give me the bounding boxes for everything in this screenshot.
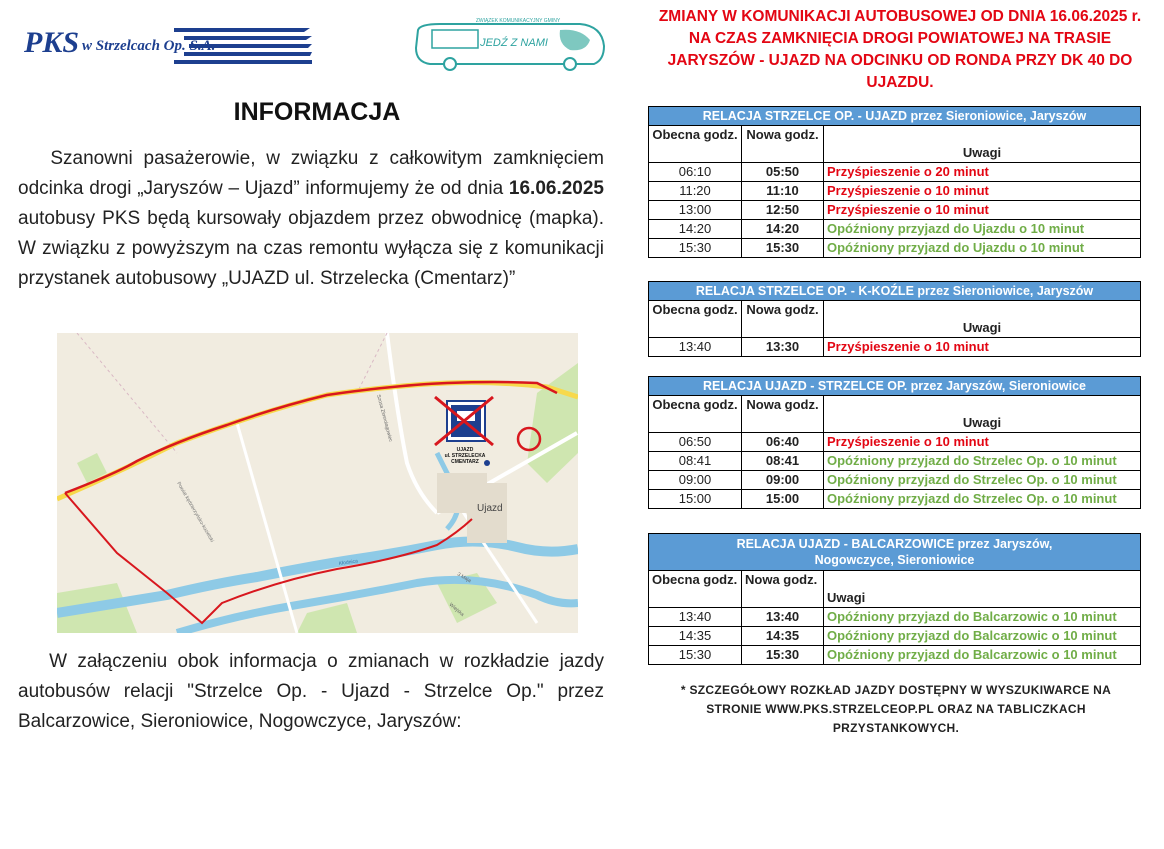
cell-new: 14:20 (742, 220, 824, 239)
cell-new: 05:50 (742, 163, 824, 182)
intro-text-a: Szanowni pasażerowie, w związku z całkowitym zamknięciem odcinka drogi „Jaryszów – Ujazd” informujemy że od dnia (18, 148, 604, 199)
cell-old: 15:30 (649, 239, 742, 258)
intro-text-b: autobusy PKS będą kursowały objazdem przez obwodnicę (mapka). W związku z powyższym na czas remontu wyłącza się z komunikacji przystanek autobusowy „UJAZD ul. Strzelecka (Cmentarz)” (18, 208, 604, 289)
cell-note: Opóźniony przyjazd do Balcarzowic o 10 minut (824, 627, 1141, 646)
table-row (649, 239, 1141, 258)
cell-old: 11:20 (649, 182, 742, 201)
pks-logo (24, 22, 314, 66)
table-row (649, 627, 1141, 646)
col-header-notes: Uwagi (824, 396, 1141, 433)
cell-note: Przyśpieszenie o 10 minut (824, 433, 1141, 452)
map-river-label: Kłodnica (338, 558, 359, 567)
col-header-old: Obecna godz. (649, 301, 742, 338)
cell-old: 14:20 (649, 220, 742, 239)
cell-note: Opóźniony przyjazd do Ujazdu o 10 minut (824, 239, 1141, 258)
cell-note: Opóźniony przyjazd do Balcarzowic o 10 minut (824, 646, 1141, 665)
table-row (649, 201, 1141, 220)
bus-logo-top: ZWIĄZEK KOMUNIKACYJNY GMINY (475, 18, 561, 24)
col-header-new: Nowa godz. (742, 126, 824, 163)
footer-line-2: STRONIE WWW.PKS.STRZELCEOP.PL ORAZ NA TABLICZKACH (706, 702, 1086, 716)
table-row (649, 338, 1141, 357)
table-row (649, 182, 1141, 201)
notice-line-2: NA CZAS ZAMKNIĘCIA DROGI POWIATOWEJ NA TRASIE (688, 30, 1112, 47)
notice-line-1: ZMIANY W KOMUNIKACJI AUTOBUSOWEJ OD DNIA 16.06.2025 r. (658, 8, 1142, 25)
table-row (649, 490, 1141, 509)
schedule-table-2 (648, 281, 1141, 357)
col-header-old: Obecna godz. (649, 126, 742, 163)
bus-logo-slogan: JEDŹ Z NAMI (480, 37, 548, 49)
map-street-label-3: 3 Maja (456, 571, 473, 585)
map-street-label-2: Powiat kędzierzyńsko-kozielski (175, 481, 215, 544)
cell-note: Przyśpieszenie o 10 minut (824, 201, 1141, 220)
col-header-old: Obecna godz. (649, 571, 742, 608)
intro-date: 16.06.2025 (508, 178, 604, 199)
table-title: RELACJA UJAZD - BALCARZOWICE przez Jaryszów, Nogowczyce, Sieroniowice (649, 534, 1141, 571)
table-row (649, 220, 1141, 239)
bus-icon (410, 16, 608, 72)
bus-logo (410, 16, 608, 72)
col-header-notes: Uwagi (824, 126, 1141, 163)
cell-new: 15:00 (742, 490, 824, 509)
pks-logo-graphic (24, 22, 314, 66)
cell-new: 06:40 (742, 433, 824, 452)
cell-new: 12:50 (742, 201, 824, 220)
map-stop-line2: ul. STRZELECKA (444, 453, 486, 459)
table-title: RELACJA UJAZD - STRZELCE OP. przez Jaryszów, Sieroniowice (649, 377, 1141, 396)
map-street-label-4: Wiejska (447, 601, 465, 618)
cell-note: Opóźniony przyjazd do Strzelec Op. o 10 minut (824, 452, 1141, 471)
cell-old: 06:50 (649, 433, 742, 452)
change-notice (640, 6, 1160, 94)
map-town-label: Ujazd (477, 503, 503, 514)
map-stop-line1: UJAZD (456, 447, 474, 453)
table-title: RELACJA STRZELCE OP. - K-KOŹLE przez Sieroniowice, Jaryszów (649, 282, 1141, 301)
pks-logo-text: PKS (24, 26, 80, 59)
table-row (649, 452, 1141, 471)
page-title: INFORMACJA (233, 98, 401, 126)
cell-note: Przyśpieszenie o 10 minut (824, 338, 1141, 357)
col-header-new: Nowa godz. (742, 396, 824, 433)
cell-old: 15:30 (649, 646, 742, 665)
cell-note: Opóźniony przyjazd do Strzelec Op. o 10 minut (824, 471, 1141, 490)
cell-new: 11:10 (742, 182, 824, 201)
notice-line-4: UJAZDU. (866, 74, 934, 91)
col-header-old: Obecna godz. (649, 396, 742, 433)
cell-new: 15:30 (742, 646, 824, 665)
cell-new: 14:35 (742, 627, 824, 646)
footer-line-3: PRZYSTANKOWYCH. (832, 721, 960, 735)
cell-old: 08:41 (649, 452, 742, 471)
schedule-table-3 (648, 376, 1141, 509)
cell-new: 15:30 (742, 239, 824, 258)
cell-new: 13:30 (742, 338, 824, 357)
cell-old: 14:35 (649, 627, 742, 646)
map-street-label-1: Szosa Zimnolagowiec (375, 393, 394, 443)
cell-old: 06:10 (649, 163, 742, 182)
schedule-table-1 (648, 106, 1141, 258)
cell-new: 08:41 (742, 452, 824, 471)
col-header-new: Nowa godz. (742, 301, 824, 338)
intro-paragraph (18, 144, 604, 294)
footer-line-1: * SZCZEGÓŁOWY ROZKŁAD JAZDY DOSTĘPNY W WYSZUKIWARCE NA (680, 683, 1112, 697)
cell-note: Przyśpieszenie o 20 minut (824, 163, 1141, 182)
map-graphic (57, 333, 578, 633)
table-title: RELACJA STRZELCE OP. - UJAZD przez Sieroniowice, Jaryszów (649, 107, 1141, 126)
cell-note: Opóźniony przyjazd do Balcarzowic o 10 minut (824, 608, 1141, 627)
map-stop-line3: CMENTARZ (451, 459, 479, 465)
cell-new: 09:00 (742, 471, 824, 490)
cell-old: 15:00 (649, 490, 742, 509)
cell-old: 13:40 (649, 338, 742, 357)
table-row (649, 646, 1141, 665)
table-row (649, 471, 1141, 490)
cell-note: Opóźniony przyjazd do Ujazdu o 10 minut (824, 220, 1141, 239)
cell-old: 13:00 (649, 201, 742, 220)
notice-line-3: JARYSZÓW - UJAZD NA ODCINKU OD RONDA PRZY DK 40 DO (667, 52, 1133, 69)
table-row (649, 163, 1141, 182)
schedule-table-4 (648, 533, 1141, 665)
cell-old: 09:00 (649, 471, 742, 490)
col-header-new: Nowa godz. (742, 571, 824, 608)
attachment-text: W załączeniu obok informacja o zmianach w rozkładzie jazdy autobusów relacji "Strzelce Op. - Ujazd - Strzelce Op." przez Balcarzowice, Sieroniowice, Nogowczyce, Jaryszów: (18, 651, 604, 732)
table-row (649, 433, 1141, 452)
footer-note (652, 681, 1140, 738)
detour-map (57, 333, 578, 633)
table-row (649, 608, 1141, 627)
cell-new: 13:40 (742, 608, 824, 627)
col-header-notes: Uwagi (824, 301, 1141, 338)
pks-logo-subtext: w Strzelcach Op. S.A. (82, 38, 216, 54)
cell-note: Opóźniony przyjazd do Strzelec Op. o 10 minut (824, 490, 1141, 509)
cell-old: 13:40 (649, 608, 742, 627)
col-header-notes: Uwagi (824, 571, 1141, 608)
cell-note: Przyśpieszenie o 10 minut (824, 182, 1141, 201)
attachment-paragraph (18, 647, 604, 737)
